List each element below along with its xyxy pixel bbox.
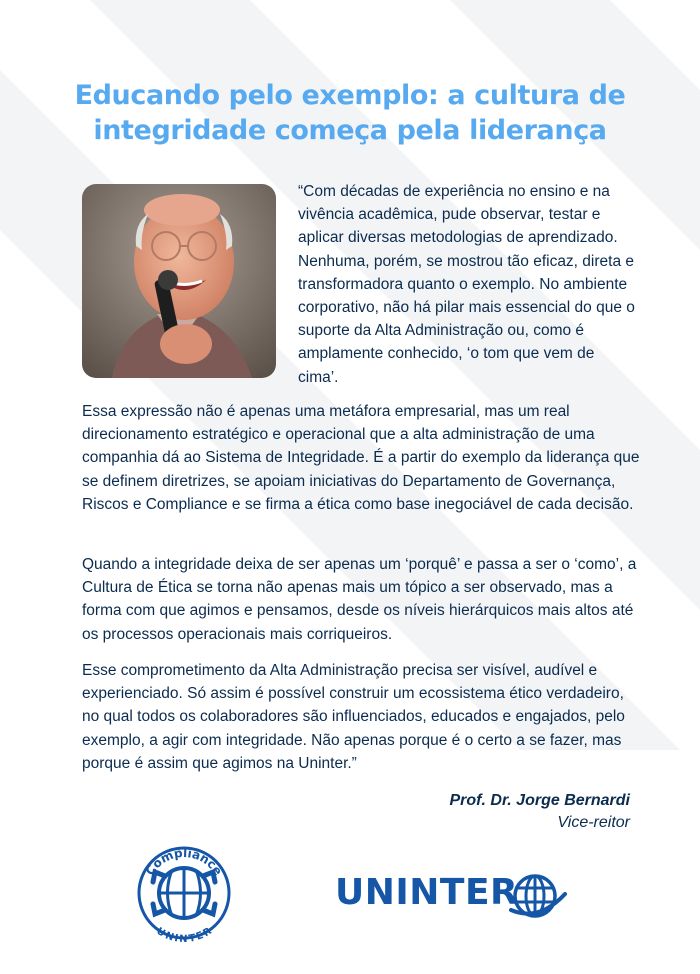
title-line-2: integridade começa pela liderança	[93, 115, 607, 147]
compliance-logo-top-text: Compliance	[142, 845, 226, 878]
opening-quote: “Com décadas de experiência no ensino e na vivência acadêmica, pude observar, testar e aplicar diversas metodologias de aprendizado. Nenhuma, porém, se mostrou tão eficaz, direta e transformadora quanto o exemplo. No ambiente corporativo, não há pilar mais essencial do que o suporte da Alta Administração ou, como é amplamente conhecido, ‘o tom que vem de cima’.	[298, 183, 635, 386]
uninter-wordmark: UNINTER	[335, 872, 519, 913]
signature-name: Prof. Dr. Jorge Bernardi	[449, 792, 630, 809]
body-paragraph: Esse comprometimento da Alta Administração precisa ser visível, audível e experienciado. Só assim é possível construir um ecossistema ético verdadeiro, no qual todos os colaboradores são influenciados, educados e engajados, pelo exemplo, a agir com integridade. Não apenas porque é o certo a se fazer, mas porque é assim que agimos na Uninter.”	[82, 662, 625, 772]
compliance-logo	[133, 838, 235, 944]
uninter-globe-icon	[509, 872, 569, 922]
body-paragraph: Essa expressão não é apenas uma metáfora empresarial, mas um real direcionamento estratégico e operacional que a alta administração de uma companhia dá ao Sistema de Integridade. É a partir do exemplo da liderança que se definem diretrizes, se apoiam iniciativas do Departamento de Governança, Riscos e Compliance e se firma a ética como base inegociável de cada decisão.	[82, 403, 640, 513]
compliance-logo-bottom-text: UNINTER	[154, 925, 214, 944]
uninter-logo	[335, 866, 575, 926]
title-line-1: Educando pelo exemplo: a cultura de	[74, 80, 626, 112]
page-title	[40, 78, 660, 148]
signature-role: Vice-reitor	[557, 814, 630, 831]
signature	[450, 790, 631, 834]
speaker-photo	[82, 184, 276, 378]
body-paragraph: Quando a integridade deixa de ser apenas um ‘porquê’ e passa a ser o ‘como’, a Cultura de Ética se torna não apenas mais um tópico a ser observado, mas a forma com que agimos e pensamos, desde os níveis hierárquicos mais altos até os processos operacionais mais corriqueiros.	[82, 556, 637, 643]
svg-text:UNINTER	[154, 926, 214, 944]
compliance-globe-gear-icon	[153, 868, 215, 918]
